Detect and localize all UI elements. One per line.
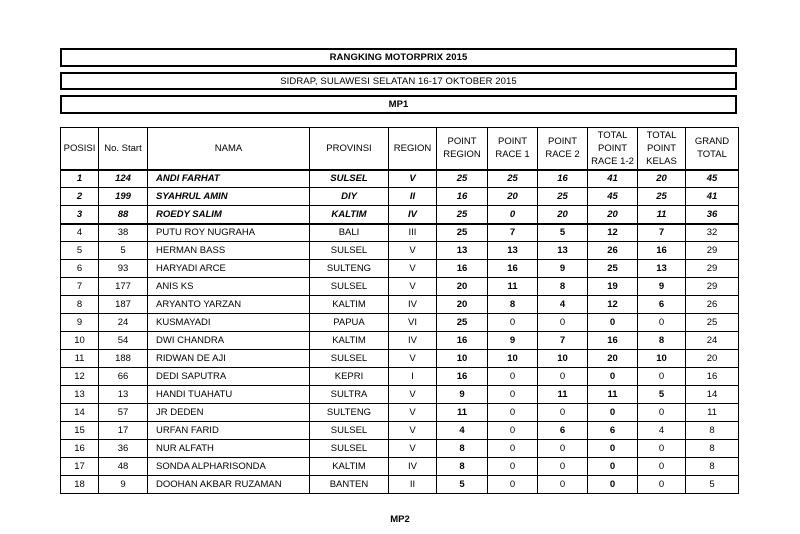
event-info-box (60, 72, 737, 90)
grand-total-cell: 20 (686, 350, 739, 368)
region-cell: IV (389, 206, 437, 224)
col-header-point-region: POINT REGION (437, 128, 488, 170)
point-region-cell: 20 (437, 278, 488, 296)
posisi-cell: 4 (61, 224, 99, 242)
nama-cell: SYAHRUL AMIN (148, 188, 310, 206)
point-race-2-cell: 16 (538, 170, 588, 188)
point-race-1-cell: 10 (488, 350, 538, 368)
provinsi-cell: SULTENG (310, 404, 389, 422)
region-cell: V (389, 404, 437, 422)
point-region-cell: 13 (437, 242, 488, 260)
grand-total-cell: 41 (686, 188, 739, 206)
grand-total-cell: 29 (686, 260, 739, 278)
point-race-2-cell: 4 (538, 296, 588, 314)
point-race-2-cell: 9 (538, 260, 588, 278)
no-start-cell: 17 (99, 422, 148, 440)
posisi-cell: 9 (61, 314, 99, 332)
posisi-cell: 1 (61, 170, 99, 188)
point-region-cell: 25 (437, 170, 488, 188)
point-race-2-cell: 0 (538, 440, 588, 458)
nama-cell: ANDI FARHAT (148, 170, 310, 188)
point-region-cell: 5 (437, 476, 488, 494)
total-point-kelas-cell: 0 (638, 476, 686, 494)
table-row (61, 404, 739, 422)
grand-total-cell: 45 (686, 170, 739, 188)
total-point-kelas-cell: 4 (638, 422, 686, 440)
report-title: RANGKING MOTORPRIX 2015 (329, 52, 468, 63)
nama-cell: RIDWAN DE AJI (148, 350, 310, 368)
region-cell: I (389, 368, 437, 386)
total-point-kelas-cell: 16 (638, 242, 686, 260)
point-race-2-cell: 8 (538, 278, 588, 296)
no-start-cell: 93 (99, 260, 148, 278)
nama-cell: ROEDY SALIM (148, 206, 310, 224)
col-header-grand-total: GRAND TOTAL (686, 128, 739, 170)
point-region-cell: 16 (437, 188, 488, 206)
col-header-region: REGION (389, 128, 437, 170)
point-race-1-cell: 0 (488, 440, 538, 458)
provinsi-cell: DIY (310, 188, 389, 206)
point-race-1-cell: 13 (488, 242, 538, 260)
no-start-cell: 66 (99, 368, 148, 386)
region-cell: III (389, 224, 437, 242)
nama-cell: HERMAN BASS (148, 242, 310, 260)
point-race-2-cell: 0 (538, 404, 588, 422)
total-point-race-cell: 6 (588, 422, 638, 440)
col-header-posisi: POSISI (61, 128, 99, 170)
nama-cell: HANDI TUAHATU (148, 386, 310, 404)
point-race-1-cell: 25 (488, 170, 538, 188)
table-row (61, 422, 739, 440)
provinsi-cell: BALI (310, 224, 389, 242)
total-point-race-cell: 12 (588, 296, 638, 314)
posisi-cell: 3 (61, 206, 99, 224)
total-point-race-cell: 45 (588, 188, 638, 206)
point-race-2-cell: 5 (538, 224, 588, 242)
posisi-cell: 14 (61, 404, 99, 422)
point-race-1-cell: 0 (488, 458, 538, 476)
nama-cell: ANIS KS (148, 278, 310, 296)
provinsi-cell: SULTRA (310, 386, 389, 404)
region-cell: V (389, 440, 437, 458)
no-start-cell: 13 (99, 386, 148, 404)
point-region-cell: 11 (437, 404, 488, 422)
point-race-1-cell: 0 (488, 422, 538, 440)
grand-total-cell: 8 (686, 440, 739, 458)
total-point-kelas-cell: 11 (638, 206, 686, 224)
nama-cell: ARYANTO YARZAN (148, 296, 310, 314)
table-row (61, 440, 739, 458)
table-row (61, 368, 739, 386)
total-point-race-cell: 19 (588, 278, 638, 296)
provinsi-cell: SULSEL (310, 422, 389, 440)
table-row (61, 242, 739, 260)
nama-cell: JR DEDEN (148, 404, 310, 422)
posisi-cell: 17 (61, 458, 99, 476)
total-point-race-cell: 20 (588, 206, 638, 224)
region-cell: V (389, 170, 437, 188)
total-point-kelas-cell: 7 (638, 224, 686, 242)
nama-cell: SONDA ALPHARISONDA (148, 458, 310, 476)
col-header-point-race-1: POINT RACE 1 (488, 128, 538, 170)
nama-cell: DOOHAN AKBAR RUZAMAN (148, 476, 310, 494)
posisi-cell: 6 (61, 260, 99, 278)
point-region-cell: 9 (437, 386, 488, 404)
region-cell: IV (389, 296, 437, 314)
provinsi-cell: KALTIM (310, 332, 389, 350)
point-race-2-cell: 13 (538, 242, 588, 260)
no-start-cell: 177 (99, 278, 148, 296)
standings-table (60, 127, 739, 494)
region-cell: IV (389, 332, 437, 350)
grand-total-cell: 8 (686, 458, 739, 476)
nama-cell: PUTU ROY NUGRAHA (148, 224, 310, 242)
grand-total-cell: 5 (686, 476, 739, 494)
class-name-box (60, 95, 737, 114)
posisi-cell: 8 (61, 296, 99, 314)
provinsi-cell: KALTIM (310, 206, 389, 224)
point-region-cell: 16 (437, 332, 488, 350)
total-point-race-cell: 0 (588, 404, 638, 422)
table-row (61, 458, 739, 476)
total-point-race-cell: 0 (588, 458, 638, 476)
grand-total-cell: 14 (686, 386, 739, 404)
grand-total-cell: 29 (686, 278, 739, 296)
total-point-race-cell: 20 (588, 350, 638, 368)
point-race-2-cell: 0 (538, 314, 588, 332)
no-start-cell: 48 (99, 458, 148, 476)
point-region-cell: 20 (437, 296, 488, 314)
provinsi-cell: PAPUA (310, 314, 389, 332)
point-region-cell: 25 (437, 224, 488, 242)
total-point-kelas-cell: 6 (638, 296, 686, 314)
provinsi-cell: KALTIM (310, 458, 389, 476)
table-row (61, 296, 739, 314)
posisi-cell: 5 (61, 242, 99, 260)
point-region-cell: 8 (437, 458, 488, 476)
table-row (61, 224, 739, 242)
point-race-2-cell: 0 (538, 458, 588, 476)
region-cell: V (389, 350, 437, 368)
no-start-cell: 9 (99, 476, 148, 494)
table-row (61, 476, 739, 494)
provinsi-cell: KALTIM (310, 296, 389, 314)
provinsi-cell: SULSEL (310, 242, 389, 260)
point-region-cell: 16 (437, 260, 488, 278)
region-cell: II (389, 476, 437, 494)
posisi-cell: 2 (61, 188, 99, 206)
region-cell: V (389, 386, 437, 404)
grand-total-cell: 25 (686, 314, 739, 332)
table-row (61, 170, 739, 188)
table-row (61, 332, 739, 350)
point-region-cell: 10 (437, 350, 488, 368)
total-point-kelas-cell: 13 (638, 260, 686, 278)
total-point-race-cell: 0 (588, 368, 638, 386)
no-start-cell: 57 (99, 404, 148, 422)
next-class-label: MP2 (390, 514, 410, 525)
grand-total-cell: 26 (686, 296, 739, 314)
total-point-kelas-cell: 20 (638, 170, 686, 188)
no-start-cell: 187 (99, 296, 148, 314)
no-start-cell: 24 (99, 314, 148, 332)
posisi-cell: 16 (61, 440, 99, 458)
posisi-cell: 13 (61, 386, 99, 404)
no-start-cell: 54 (99, 332, 148, 350)
event-info: SIDRAP, SULAWESI SELATAN 16-17 OKTOBER 2015 (280, 75, 517, 87)
posisi-cell: 15 (61, 422, 99, 440)
table-row (61, 260, 739, 278)
point-region-cell: 16 (437, 368, 488, 386)
total-point-kelas-cell: 9 (638, 278, 686, 296)
point-race-2-cell: 6 (538, 422, 588, 440)
total-point-race-cell: 0 (588, 440, 638, 458)
provinsi-cell: BANTEN (310, 476, 389, 494)
grand-total-cell: 36 (686, 206, 739, 224)
col-header-total-point-race: TOTAL POINT RACE 1-2 (588, 128, 638, 170)
nama-cell: NUR ALFATH (148, 440, 310, 458)
provinsi-cell: SULSEL (310, 440, 389, 458)
grand-total-cell: 8 (686, 422, 739, 440)
point-region-cell: 4 (437, 422, 488, 440)
point-race-1-cell: 8 (488, 296, 538, 314)
col-header-provinsi: PROVINSI (310, 128, 389, 170)
no-start-cell: 124 (99, 170, 148, 188)
col-header-point-race-2: POINT RACE 2 (538, 128, 588, 170)
point-region-cell: 25 (437, 314, 488, 332)
total-point-race-cell: 0 (588, 314, 638, 332)
nama-cell: URFAN FARID (148, 422, 310, 440)
point-race-1-cell: 16 (488, 260, 538, 278)
point-race-2-cell: 20 (538, 206, 588, 224)
nama-cell: DWI CHANDRA (148, 332, 310, 350)
posisi-cell: 18 (61, 476, 99, 494)
table-row (61, 188, 739, 206)
total-point-race-cell: 16 (588, 332, 638, 350)
total-point-kelas-cell: 0 (638, 458, 686, 476)
region-cell: VI (389, 314, 437, 332)
col-header-total-point-kelas: TOTAL POINT KELAS (638, 128, 686, 170)
provinsi-cell: SULSEL (310, 350, 389, 368)
point-race-1-cell: 0 (488, 404, 538, 422)
col-header-no-start: No. Start (99, 128, 148, 170)
total-point-race-cell: 25 (588, 260, 638, 278)
provinsi-cell: SULSEL (310, 278, 389, 296)
region-cell: V (389, 278, 437, 296)
class-name: MP1 (388, 99, 409, 110)
grand-total-cell: 16 (686, 368, 739, 386)
point-race-1-cell: 0 (488, 368, 538, 386)
grand-total-cell: 11 (686, 404, 739, 422)
total-point-kelas-cell: 5 (638, 386, 686, 404)
region-cell: II (389, 188, 437, 206)
no-start-cell: 36 (99, 440, 148, 458)
provinsi-cell: SULSEL (310, 170, 389, 188)
point-race-2-cell: 7 (538, 332, 588, 350)
point-race-2-cell: 25 (538, 188, 588, 206)
no-start-cell: 38 (99, 224, 148, 242)
nama-cell: HARYADI ARCE (148, 260, 310, 278)
point-race-1-cell: 0 (488, 314, 538, 332)
point-race-1-cell: 9 (488, 332, 538, 350)
region-cell: V (389, 242, 437, 260)
total-point-kelas-cell: 25 (638, 188, 686, 206)
point-race-2-cell: 10 (538, 350, 588, 368)
header-row (61, 128, 739, 170)
total-point-kelas-cell: 8 (638, 332, 686, 350)
point-region-cell: 8 (437, 440, 488, 458)
total-point-kelas-cell: 0 (638, 440, 686, 458)
point-race-1-cell: 11 (488, 278, 538, 296)
total-point-kelas-cell: 0 (638, 368, 686, 386)
nama-cell: DEDI SAPUTRA (148, 368, 310, 386)
point-race-2-cell: 0 (538, 476, 588, 494)
total-point-race-cell: 11 (588, 386, 638, 404)
provinsi-cell: KEPRI (310, 368, 389, 386)
grand-total-cell: 32 (686, 224, 739, 242)
table-row (61, 386, 739, 404)
total-point-kelas-cell: 0 (638, 314, 686, 332)
no-start-cell: 5 (99, 242, 148, 260)
posisi-cell: 11 (61, 350, 99, 368)
point-race-1-cell: 0 (488, 386, 538, 404)
point-race-1-cell: 7 (488, 224, 538, 242)
total-point-race-cell: 12 (588, 224, 638, 242)
region-cell: V (389, 422, 437, 440)
no-start-cell: 88 (99, 206, 148, 224)
table-row (61, 206, 739, 224)
grand-total-cell: 24 (686, 332, 739, 350)
grand-total-cell: 29 (686, 242, 739, 260)
region-cell: V (389, 260, 437, 278)
posisi-cell: 10 (61, 332, 99, 350)
total-point-race-cell: 41 (588, 170, 638, 188)
provinsi-cell: SULTENG (310, 260, 389, 278)
table-row (61, 314, 739, 332)
nama-cell: KUSMAYADI (148, 314, 310, 332)
region-cell: IV (389, 458, 437, 476)
col-header-nama: NAMA (148, 128, 310, 170)
point-race-1-cell: 20 (488, 188, 538, 206)
point-race-2-cell: 11 (538, 386, 588, 404)
point-region-cell: 25 (437, 206, 488, 224)
posisi-cell: 12 (61, 368, 99, 386)
total-point-race-cell: 26 (588, 242, 638, 260)
point-race-1-cell: 0 (488, 476, 538, 494)
posisi-cell: 7 (61, 278, 99, 296)
total-point-kelas-cell: 0 (638, 404, 686, 422)
no-start-cell: 199 (99, 188, 148, 206)
table-row (61, 278, 739, 296)
point-race-1-cell: 0 (488, 206, 538, 224)
table-row (61, 350, 739, 368)
point-race-2-cell: 0 (538, 368, 588, 386)
total-point-race-cell: 0 (588, 476, 638, 494)
total-point-kelas-cell: 10 (638, 350, 686, 368)
report-title-box (60, 48, 737, 67)
no-start-cell: 188 (99, 350, 148, 368)
